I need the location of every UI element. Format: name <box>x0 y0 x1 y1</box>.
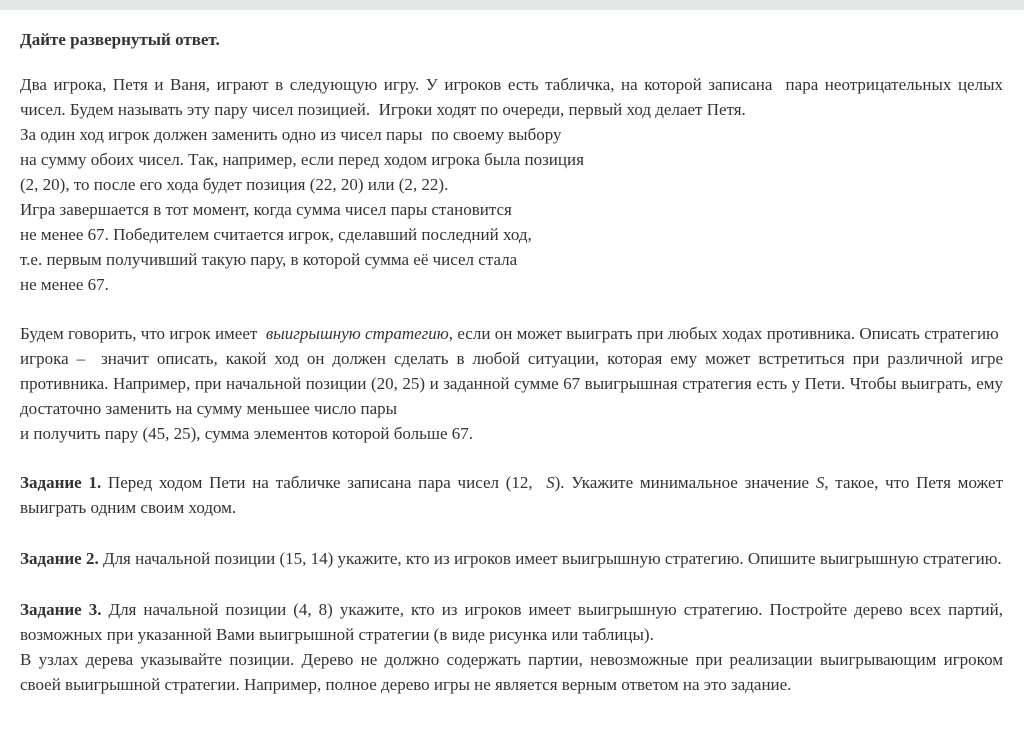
text-segment: S <box>815 473 825 492</box>
text-segment: Для начальной позиции (15, 14) укажите, кто из игроков имеет выигрышную стратегию. Опишите выигрышную стратегию. <box>98 549 1002 568</box>
text-segment: выигрышную стратегию <box>265 324 449 343</box>
intro-paragraph <box>20 72 1003 297</box>
document-body <box>0 10 1024 697</box>
task-3-paragraph <box>20 597 1003 697</box>
text-segment: За один ход игрок должен заменить одно из чисел пары по своему выбору <box>20 125 562 144</box>
text-segment: Перед ходом Пети на табличке записана пара чисел (12, <box>101 473 547 492</box>
text-segment: Задание 2. <box>20 549 99 568</box>
text-segment: S <box>546 473 555 492</box>
text-segment: , такое, что Петя может выиграть одним своим ходом. <box>20 473 1004 517</box>
text-segment: не менее 67. <box>20 275 109 294</box>
text-segment: не менее 67. Победителем считается игрок, сделавший последний ход, <box>20 225 532 244</box>
winning-strategy-paragraph <box>20 321 1003 446</box>
text-segment: т.е. первым получивший такую пару, в которой сумма её чисел стала <box>20 250 518 269</box>
text-segment: ). Укажите минимальное значение <box>554 473 816 492</box>
text-segment: Два игрока, Петя и Ваня, играют в следующую игру. У игроков есть табличка, на которой записана пара неотрицательных целых чисел. Будем называть эту пару чисел позицией. Игроки ходят по очереди, первый ход делает Петя. <box>20 75 1003 119</box>
text-segment: Для начальной позиции (4, 8) укажите, кто из игроков имеет выигрышную стратегию. Постройте дерево всех партий, возможных при указанной Вами выигрышной стратегии (в виде рисунка или таблицы). <box>20 600 1003 644</box>
task-1-paragraph <box>20 470 1003 520</box>
text-segment: (2, 20), то после его хода будет позиция (22, 20) или (2, 22). <box>20 175 449 194</box>
text-segment: на сумму обоих чисел. Так, например, если перед ходом игрока была позиция <box>20 150 584 169</box>
top-bar <box>0 0 1024 10</box>
text-segment: Игра завершается в тот момент, когда сумма чисел пары становится <box>20 200 512 219</box>
text-segment: Будем говорить, что игрок имеет <box>20 324 266 343</box>
page-title: Дайте развернутый ответ. <box>20 30 220 49</box>
text-segment: В узлах дерева указывайте позиции. Дерево не должно содержать партии, невозможные при реализации выигрывающим игроком своей выигрышной стратегии. Например, полное дерево игры не является верным ответом на это задание. <box>20 650 1003 694</box>
text-segment: Задание 1. <box>20 473 102 492</box>
text-segment: и получить пару (45, 25), сумма элементов которой больше 67. <box>20 424 473 443</box>
text-segment: , если он может выиграть при любых ходах противника. Описать стратегию игрока – значит описать, какой ход он должен сделать в любой ситуации, которая ему может встретиться при различной игре противника. Например, при начальной позиции (20, 25) и заданной сумме 67 выигрышная стратегия есть у Пети. Чтобы выиграть, ему достаточно заменить на сумму меньшее число пары <box>20 324 1003 418</box>
task-2-paragraph <box>20 546 1003 571</box>
text-segment: Задание 3. <box>20 600 102 619</box>
